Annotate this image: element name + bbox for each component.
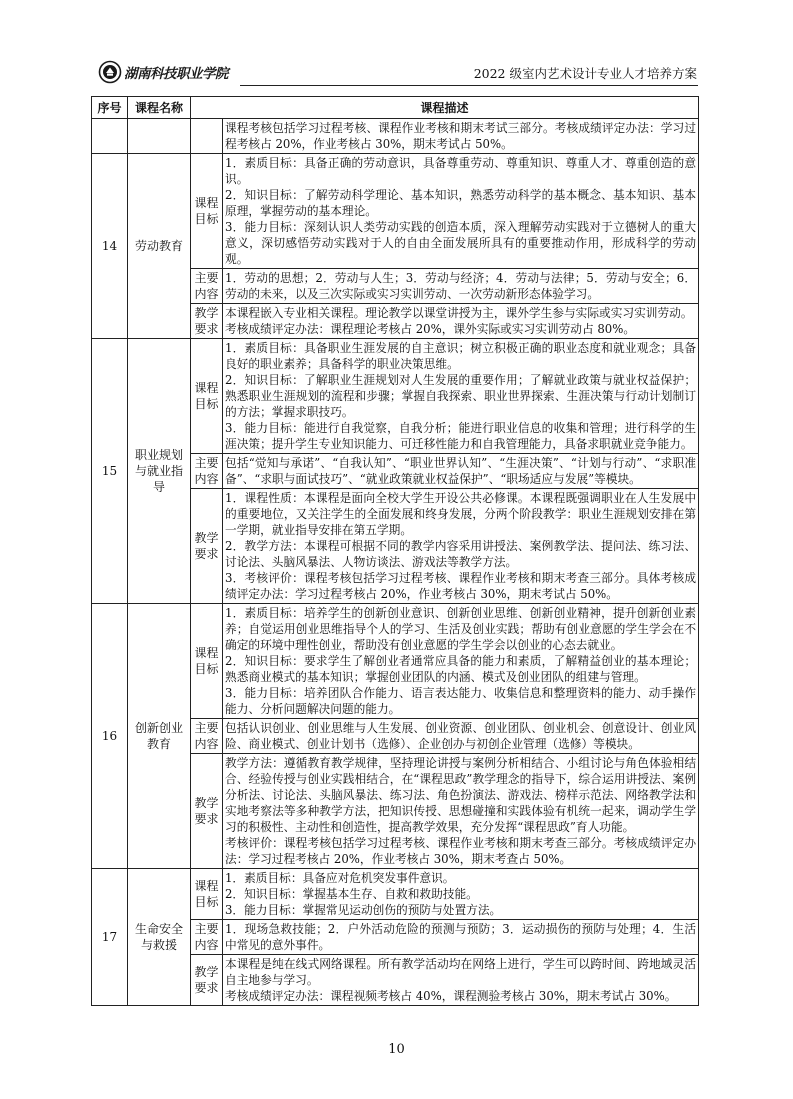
section-label-requirement: 教学要求 [191,489,223,604]
section-label-content: 主要内容 [191,920,223,955]
course-requirement-cell [223,955,699,1006]
goal-item: 1．素质目标：具备正确的劳动意识，具备尊重劳动、尊重知识、尊重人才、尊重创造的意识。 [225,156,697,186]
course-table [91,96,699,1006]
page-number: 10 [388,1042,405,1057]
course-name: 职业规划与就业指导 [128,339,191,604]
course-content-cell [223,454,699,489]
requirement-item: 1．课程性质：本课程是面向全校大学生开设公共必修课。本课程既强调职业在人生发展中的重要地位，又关注学生的全面发展和终身发展，分两个阶段教学：职业生涯规划安排在第一学期，就业指导安排在第五学期。 [225,491,697,537]
section-label-requirement: 教学要求 [191,955,223,1006]
column-header-description: 课程描述 [191,97,699,119]
course-number: 17 [92,869,128,1006]
header-divider [240,85,698,86]
course-requirement-cell [223,489,699,604]
course-number: 14 [92,154,128,339]
empty-name-cell [128,119,191,154]
course-row-goal [92,154,699,269]
course-content-cell [223,269,699,304]
empty-label-cell [191,119,223,154]
course-name: 劳动教育 [128,154,191,339]
course-row-goal [92,339,699,454]
section-label-goal: 课程目标 [191,339,223,454]
section-label-requirement: 教学要求 [191,754,223,869]
content-item: 1．劳动的思想；2．劳动与人生；3．劳动与经济；4．劳动与法律；5．劳动与安全；6．劳动的未来，以及三次实际或实习实训劳动、一次劳动新形态体验学习。 [225,271,697,301]
requirement-item: 本课程嵌入专业相关课程。理论教学以课堂讲授为主，课外学生参与实际或实习实训劳动。 [225,306,693,320]
requirement-item: 考核评价：课程考核包括学习过程考核、课程作业考核和期末考查三部分。考核成绩评定办法：学习过程考核占 20%，作业考核占 30%，期末考查占 50%。 [225,836,697,866]
course-goal-cell [223,869,699,920]
section-label-goal: 课程目标 [191,869,223,920]
requirement-item: 3．考核评价：课程考核包括学习过程考核、课程作业考核和期末考查三部分。具体考核成绩评定办法：学习过程考核占 20%，作业考核占 30%，期末考试占 50%。 [225,571,697,601]
goal-item: 2．知识目标：掌握基本生存、自救和救助技能。 [225,887,478,901]
continuation-row [92,119,699,154]
course-number: 15 [92,339,128,604]
goal-item: 2．知识目标：了解职业生涯规划对人生发展的重要作用；了解就业政策与就业权益保护；熟悉职业生涯规划的流程和步骤；掌握自我探索、职业世界探索、生涯决策与行动计划制订的方法；掌握求职技巧。 [225,373,697,419]
content-item: 包括认识创业、创业思维与人生发展、创业资源、创业团队、创业机会、创意设计、创业风险、商业模式、创业计划书（选修）、企业创办与初创企业管理（选修）等模块。 [225,721,697,751]
course-goal-cell [223,604,699,719]
section-label-content: 主要内容 [191,269,223,304]
column-header-number: 序号 [92,97,128,119]
column-header-course-name: 课程名称 [128,97,191,119]
course-row-goal [92,869,699,920]
course-content-cell [223,920,699,955]
requirement-item: 考核成绩评定办法：课程理论考核占 20%，课外实际或实习实训劳动占 80%。 [225,322,636,336]
goal-item: 1．素质目标：培养学生的创新创业意识、创新创业思维、创新创业精神，提升创新创业素养；自觉运用创业思维指导个人的学习、生活及创业实践；帮助有创业意愿的学生学会在不确定的环境中理性创业，帮助没有创业意愿的学生学会以创业的心态去就业。 [225,606,697,652]
goal-item: 2．知识目标：要求学生了解创业者通常应具备的能力和素质，了解精益创业的基本理论；熟悉商业模式的基本知识；掌握创业团队的内涵、模式及创业团队的组建与管理。 [225,654,697,684]
course-number: 16 [92,604,128,869]
course-requirement-cell [223,304,699,339]
course-row-goal [92,604,699,719]
section-label-goal: 课程目标 [191,604,223,719]
goal-item: 2．知识目标：了解劳动科学理论、基本知识，熟悉劳动科学的基本概念、基本知识、基本原理，掌握劳动的基本理论。 [225,188,697,218]
goal-item: 3．能力目标：能进行自我觉察，自我分析；能进行职业信息的收集和管理；进行科学的生涯决策；提升学生专业知识能力、可迁移性能力和自我管理能力，具备求职就业竞争能力。 [225,421,697,451]
goal-item: 1．素质目标：具备应对危机突发事件意识。 [225,871,455,885]
goal-item: 1．素质目标：具备职业生涯发展的自主意识；树立积极正确的职业态度和就业观念；具备良好的职业素养；具备科学的职业决策思维。 [225,341,697,371]
school-logo [98,58,238,86]
requirement-item: 本课程是纯在线式网络课程。所有教学活动均在网络上进行，学生可以跨时间、跨地域灵活自主地参与学习。 [225,957,697,987]
continuation-text-cell [223,119,699,154]
goal-item: 3．能力目标：深刻认识人类劳动实践的创造本质，深入理解劳动实践对于立德树人的重大意义，深切感悟劳动实践对于人的自由全面发展所具有的重要推动作用，形成科学的劳动观。 [225,220,697,266]
school-emblem-icon [98,60,122,84]
requirement-item: 教学方法：遵循教育教学规律，坚持理论讲授与案例分析相结合、小组讨论与角色体验相结合、经验传授与创业实践相结合，在“课程思政”教学理念的指导下，综合运用讲授法、案例分析法、讨论法、头脑风暴法、练习法、角色扮演法、游戏法、榜样示范法、网络教学法和实地考察法等多种教学方法，把知识传授、思想碰撞和实践体验有机统一起来，调动学生学习的积极性、主动性和创造性，提高教学效果，充分发挥“课程思政”育人功能。 [225,756,697,834]
section-label-content: 主要内容 [191,719,223,754]
course-name: 生命安全与救援 [128,869,191,1006]
content-item: 1．现场急救技能；2．户外活动危险的预测与预防；3．运动损伤的预防与处理；4．生活中常见的意外事件。 [225,922,697,952]
goal-item: 3．能力目标：培养团队合作能力、语言表达能力、收集信息和整理资料的能力、动手操作能力、分析问题解决问题的能力。 [225,686,697,716]
section-label-requirement: 教学要求 [191,304,223,339]
empty-number-cell [92,119,128,154]
course-goal-cell [223,339,699,454]
requirement-item: 考核成绩评定办法：课程视频考核占 40%，课程测验考核占 30%，期末考试占 30%。 [225,989,677,1003]
table-header-row [92,97,699,119]
section-label-content: 主要内容 [191,454,223,489]
content-item: 包括“觉知与承诺”、“自我认知”、“职业世界认知”、“生涯决策”、“计划与行动”、“求职准备”、“求职与面试技巧”、“就业政策就业权益保护”、“职场适应与发展”等模块。 [225,456,697,486]
course-name: 创新创业教育 [128,604,191,869]
school-logo-text: 湖南科技职业学院 [124,66,228,82]
requirement-item: 2．教学方法：本课程可根据不同的教学内容采用讲授法、案例教学法、提问法、练习法、讨论法、头脑风暴法、人物访谈法、游戏法等教学方法。 [225,539,697,569]
course-goal-cell [223,154,699,269]
course-content-cell [223,719,699,754]
document-title: 2022 级室内艺术设计专业人才培养方案 [473,66,697,81]
section-label-goal: 课程目标 [191,154,223,269]
course-requirement-cell [223,754,699,869]
continuation-text: 课程考核包括学习过程考核、课程作业考核和期末考试三部分。考核成绩评定办法：学习过程考核占 20%，作业考核占 30%，期末考试占 50%。 [225,121,697,151]
goal-item: 3．能力目标：掌握常见运动创伤的预防与处置方法。 [225,903,502,917]
